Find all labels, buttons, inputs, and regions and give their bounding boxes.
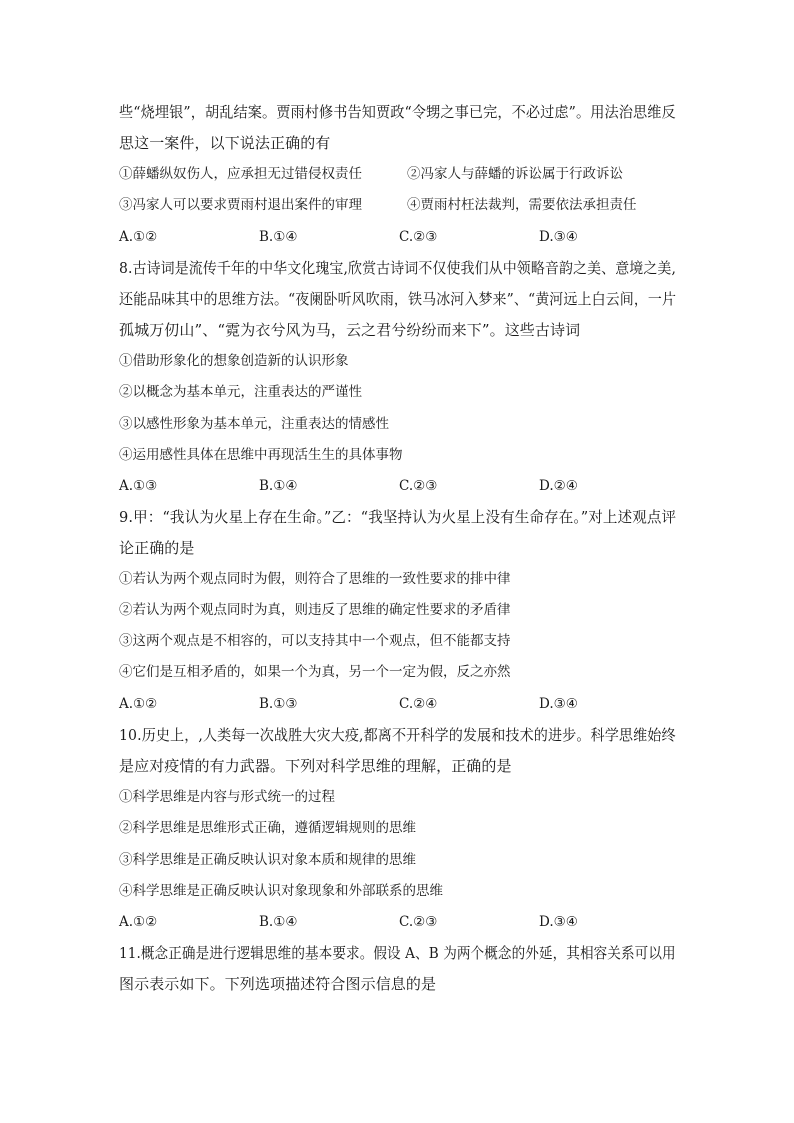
q7-option-d: D.③④ [539, 229, 578, 245]
q7-statement-1: ①薛蟠纵奴伤人，应承担无过错侵权责任 [119, 166, 362, 182]
q8-option-d: D.②④ [539, 478, 578, 494]
q9-option-a: A.①② [119, 696, 158, 712]
q8-stem-line2: 还能品味其中的思维方法。“夜阑卧听风吹雨，铁马冰河入梦来”、“黄河远上白云间，一片 [119, 290, 677, 308]
q8-option-a: A.①③ [119, 478, 158, 494]
q9-option-d: D.③④ [539, 696, 578, 712]
q9-stem-line2: 论正确的是 [119, 539, 195, 557]
q8-option-b: B.①④ [259, 478, 298, 494]
q7-stem-line2: 思这一案件，以下说法正确的有 [119, 134, 331, 152]
q10-statement-1: ①科学思维是内容与形式统一的过程 [119, 789, 335, 805]
q10-option-b: B.①④ [259, 914, 298, 930]
q7-option-b: B.①④ [259, 229, 298, 245]
q10-option-c: C.②③ [399, 914, 438, 930]
q9-statement-4: ④它们是互相矛盾的，如果一个为真，另一个一定为假，反之亦然 [119, 664, 511, 680]
q7-statement-3: ③冯家人可以要求贾雨村退出案件的审理 [119, 197, 362, 213]
q10-statement-2: ②科学思维是思维形式正确，遵循逻辑规则的思维 [119, 820, 416, 836]
q8-statement-3: ③以感性形象为基本单元，注重表达的情感性 [119, 416, 389, 432]
q9-option-b: B.①③ [259, 696, 298, 712]
q9-stem-line1: 9.甲：“我认为火星上存在生命。”乙：“我坚持认为火星上没有生命存在。”对上述观点评 [119, 508, 677, 526]
q9-statement-1: ①若认为两个观点同时为假，则符合了思维的一致性要求的排中律 [119, 571, 511, 587]
q7-stem-line1: 些“烧埋银”，胡乱结案。贾雨村修书告知贾政“令甥之事已完，不必过虑”。用法治思维反 [119, 103, 676, 121]
q8-statement-2: ②以概念为基本单元，注重表达的严谨性 [119, 384, 362, 400]
q9-statement-2: ②若认为两个观点同时为真，则违反了思维的确定性要求的矛盾律 [119, 602, 511, 618]
q8-stem-line3: 孤城万仞山”、“霓为衣兮风为马，云之君兮纷纷而来下”。这些古诗词 [119, 321, 581, 339]
q8-statement-1: ①借助形象化的想象创造新的认识形象 [119, 353, 349, 369]
q11-stem-line1: 11.概念正确是进行逻辑思维的基本要求。假设 A、B 为两个概念的外延，其相容关系可以用 [119, 944, 676, 962]
q10-stem-line2: 是应对疫情的有力武器。下列对科学思维的理解，正确的是 [119, 757, 512, 775]
q10-stem-line1: 10.历史上，,人类每一次战胜大灾大疫,都离不开科学的发展和技术的进步。科学思维始终 [119, 726, 676, 744]
q9-statement-3: ③这两个观点是不相容的，可以支持其中一个观点，但不能都支持 [119, 633, 511, 649]
q8-option-c: C.②③ [399, 478, 438, 494]
q10-statement-4: ④科学思维是正确反映认识对象现象和外部联系的思维 [119, 883, 443, 899]
q11-stem-line2: 图示表示如下。下列选项描述符合图示信息的是 [119, 975, 437, 993]
q7-statement-4: ④贾雨村枉法裁判，需要依法承担责任 [407, 197, 637, 213]
q8-statement-4: ④运用感性具体在思维中再现活生生的具体事物 [119, 447, 403, 463]
q10-option-d: D.③④ [539, 914, 578, 930]
q8-stem-line1: 8.古诗词是流传千年的中华文化瑰宝,欣赏古诗词不仅使我们从中领略音韵之美、意境之美, [119, 259, 677, 277]
q10-option-a: A.①② [119, 914, 158, 930]
q9-option-c: C.②④ [399, 696, 438, 712]
q10-statement-3: ③科学思维是正确反映认识对象本质和规律的思维 [119, 852, 416, 868]
q7-option-c: C.②③ [399, 229, 438, 245]
q7-statement-2: ②冯家人与薛蟠的诉讼属于行政诉讼 [407, 166, 623, 182]
q7-option-a: A.①② [119, 229, 158, 245]
